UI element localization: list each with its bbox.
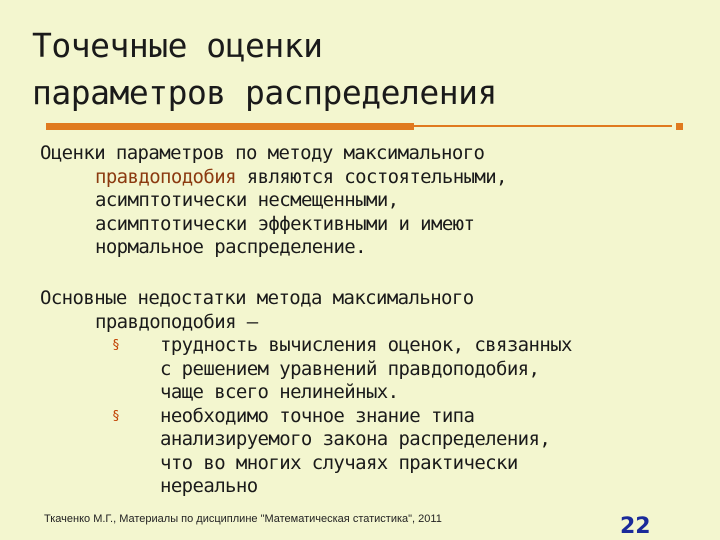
paragraph-line: Оценки параметров по методу максимального bbox=[40, 142, 485, 164]
drawback-item bbox=[40, 405, 680, 499]
drawback-item bbox=[40, 334, 680, 405]
footer-citation: Ткаченко М.Г., Материалы по дисциплине "Математическая статистика", 2011 bbox=[44, 513, 442, 525]
paragraph-drawbacks bbox=[40, 287, 680, 499]
bullet-icon: § bbox=[112, 408, 120, 424]
title-underline-end-square bbox=[676, 123, 683, 130]
paragraph-line: нормальное распределение. bbox=[95, 236, 366, 258]
drawback-line: анализируемого закона распределения, bbox=[160, 428, 551, 450]
paragraph-line: Основные недостатки метода максимального bbox=[40, 287, 474, 309]
slide-title-line: Точечные оценки bbox=[32, 26, 323, 65]
title-underline-thin bbox=[414, 125, 672, 127]
bullet-icon: § bbox=[112, 338, 120, 353]
drawback-line: что во многих случаях практически bbox=[160, 451, 518, 474]
drawback-line: необходимо точное знание типа bbox=[160, 404, 475, 427]
paragraph-line: асимптотически несмещенными, bbox=[95, 189, 399, 211]
paragraph-line bbox=[40, 166, 680, 190]
paragraph-line-rest: являются состоятельными, bbox=[235, 165, 507, 188]
slide-title bbox=[32, 22, 672, 116]
drawback-line: нереально bbox=[160, 475, 258, 497]
page-number: 22 bbox=[620, 514, 651, 539]
highlighted-term: правдоподобия bbox=[95, 165, 236, 188]
paragraph-line: асимптотически эффективными и имеют bbox=[95, 212, 475, 235]
drawback-line: с решением уравнений правдоподобия, bbox=[160, 357, 540, 380]
slide-title-line: параметров распределения bbox=[32, 73, 497, 112]
drawback-line: чаще всего нелинейных. bbox=[160, 381, 399, 403]
drawback-line: трудность вычисления оценок, связанных bbox=[160, 334, 572, 356]
title-underline-accent bbox=[46, 123, 414, 130]
paragraph-line: правдоподобия – bbox=[95, 310, 258, 333]
paragraph-properties bbox=[40, 142, 680, 260]
